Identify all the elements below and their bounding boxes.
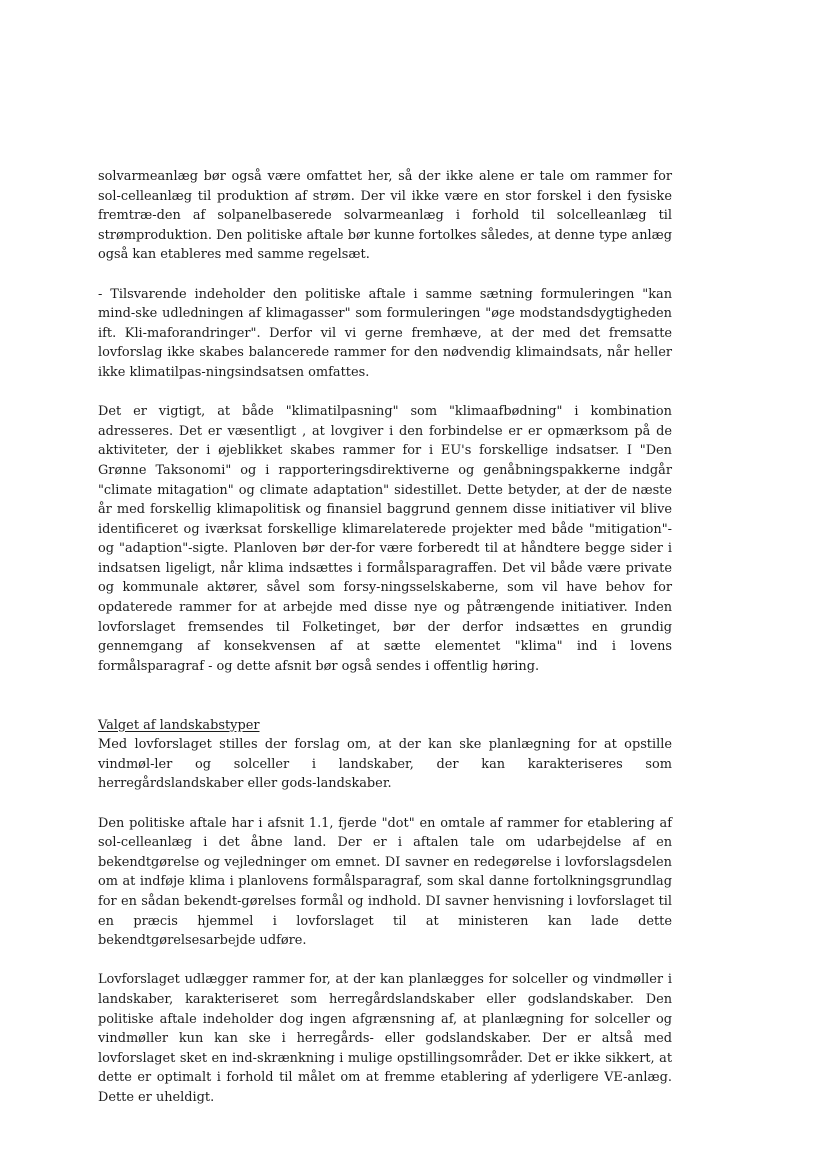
- paragraph-klimagasser: - Tilsvarende indeholder den politiske aftale i samme sætning formuleringen "kan mind-ske udledningen af klimagasser" som formuleringen "øge modstandsdygtigheden ift. Kli-maforandringer". Derfor vil vi gerne fremhæve, at der med det fremsatte lovforslag ikke skabes balancerede rammer for den nødvendig klimaindsats, når heller ikke klimatilpas-ningsindsatsen omfattes.: [98, 286, 672, 380]
- paragraph-politiske-aftale: Den politiske aftale har i afsnit 1.1, fjerde "dot" en omtale af rammer for etablering af sol-celleanlæg i det åbne land. Der er i aftalen tale om udarbejdelse af en bekendtgørelse og vejledninger om emnet. DI savner en redegørelse i lovforslagsdelen om at indføje klima i planlovens formålsparagraf, som skal danne fortolkningsgrundlag for en sådan bekendt-gørelses formål og indhold. DI savner henvisning i lovforslaget til en præcis hjemmel i lovforslaget til at ministeren kan lade dette bekendtgørelsesarbejde udføre.: [98, 815, 672, 949]
- paragraph-solvarme: solvarmeanlæg bør også være omfattet her, så der ikke alene er tale om rammer for sol-celleanlæg til produktion af strøm. Der vil ikke være en stor forskel i den fysiske fremtræ-den af solpanelbaserede solvarmeanlæg i forhold til solcelleanlæg til strømproduktion. Den politiske aftale bør kunne fortolkes således, at denne type anlæg også kan etableres med samme regelsæt.: [98, 169, 672, 263]
- paragraph-lovforslag-landskaber: Med lovforslaget stilles der forslag om, at der kan ske planlægning for at opstille vindmøl-ler og solceller i landskaber, der kan karakteriseres som herregårdslandskaber eller gods-landskaber.: [98, 737, 672, 792]
- section-spacer: [98, 696, 672, 716]
- paragraph-rammer-solceller: Lovforslaget udlægger rammer for, at der kan planlægges for solceller og vindmøller i landskaber, karakteriseret som herregårdslandskaber eller godslandskaber. Den politiske aftale indeholder dog ingen afgrænsning af, at planlægning for solceller og vindmøller kun kan ske i herregårds- eller godslandskaber. Der er altså med lovforslaget sket en ind-skrænkning i mulige opstillingsområder. Det er ikke sikkert, at dette er optimalt i forhold til målet om at fremme etablering af yderligere VE-anlæg. Dette er uheldigt.: [98, 972, 672, 1105]
- paragraph-klimatilpasning: Det er vigtigt, at både "klimatilpasning" som "klimaafbødning" i kombination adresseres. Det er væsentligt , at lovgiver i den forbindelse er er opmærksom på de aktiviteter, der i øjeblikket skabes rammer for i EU's forskellige indsatser. I "Den Grønne Taksonomi" og i rapporteringsdirektiverne og genåbningspakkerne indgår "climate mitagation" og climate adaptation" sidestillet. Dette betyder, at der de næste år med forskellig klimapolitisk og finansiel baggrund gennem disse initiativer vil blive identificeret og iværksat forskellige klimarelaterede projekter med både "mitigation"- og "adaption"-sigte. Planloven bør der-for være forberedt til at håndtere begge sider i indsatsen ligeligt, når klima indsættes i formålsparagraffen. Det vil både være private og kommunale aktører, såvel som forsy-ningsselskaberne, som vil have behov for opdaterede rammer for at arbejde med disse nye og påtrængende initiativer. Inden lovforslaget fremsendes til Folketinget, bør der derfor indsættes en grundig gennemgang af konsekvensen af at sætte elementet "klima" ind i lovens formålsparagraf - og dette afsnit bør også sendes i offentlig høring.: [98, 404, 672, 674]
- document-page: [98, 167, 672, 1127]
- section-heading: Valget af landskabstyper: [98, 717, 260, 733]
